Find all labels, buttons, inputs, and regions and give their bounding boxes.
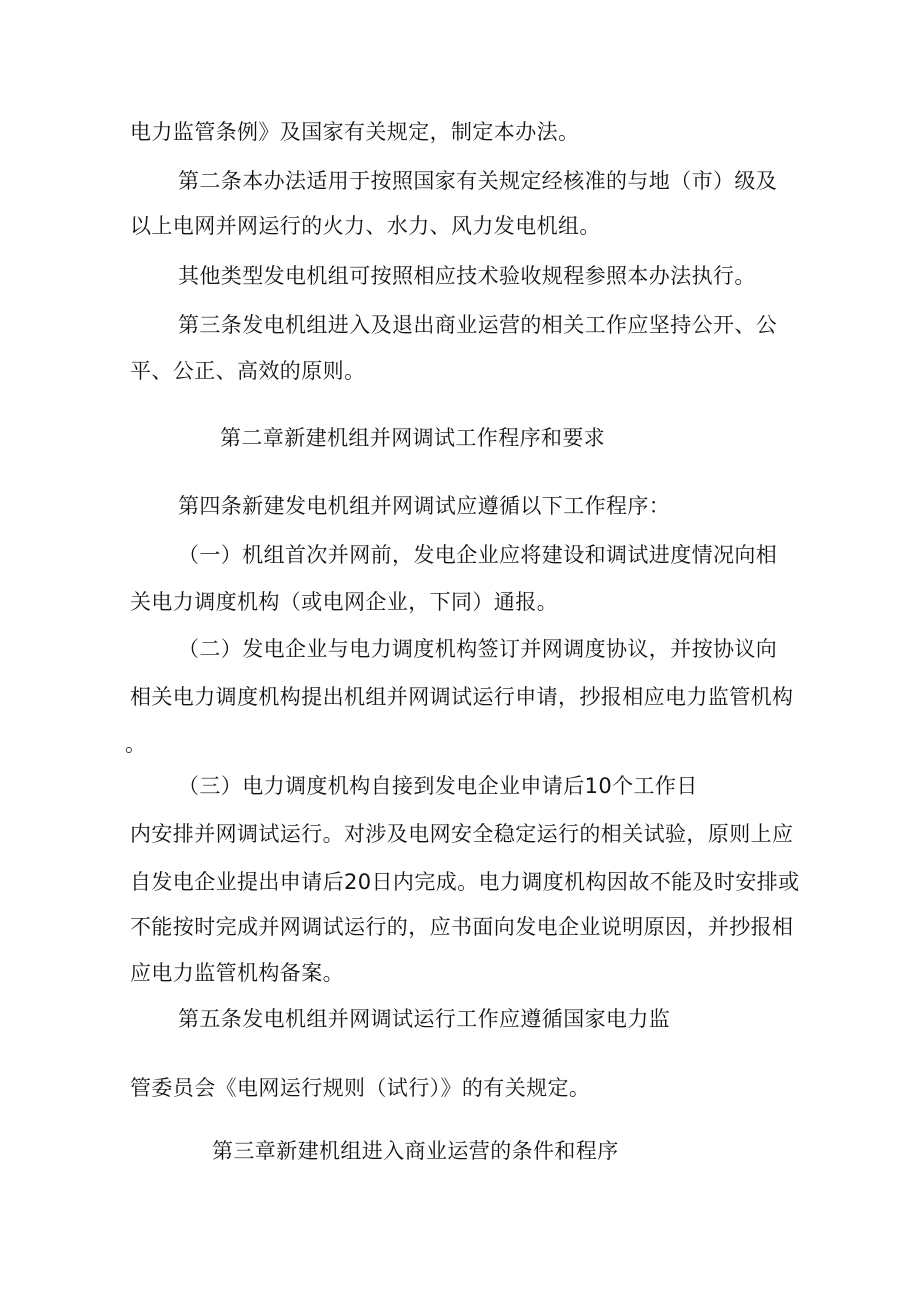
chapter-heading: 第三章新建机组进入商业运营的条件和程序	[212, 1139, 619, 1163]
text-line: 电力监管条例》及国家有关规定，制定本办法。	[130, 120, 580, 144]
text-line: （三）电力调度机构自接到发电企业申请后10个工作日	[178, 774, 698, 798]
text-line: 第二条本办法适用于按照国家有关规定经核准的与地（市）级及	[178, 169, 778, 193]
chapter-heading: 第二章新建机组并网调试工作程序和要求	[220, 426, 606, 450]
text-line: 应电力监管机构备案。	[130, 961, 344, 985]
text-line: 管委员会《电网运行规则（试行）》的有关规定。	[130, 1076, 591, 1100]
text-line: 第三条发电机组进入及退出商业运营的相关工作应坚持公开、公	[178, 313, 778, 337]
text-line: 关电力调度机构（或电网企业，下同）通报。	[130, 590, 558, 614]
text-line: （二）发电企业与电力调度机构签订并网调度协议，并按协议向	[178, 637, 778, 661]
text-line: 内安排并网调试运行。对涉及电网安全稳定运行的相关试验，原则上应	[130, 822, 794, 846]
text-line: 自发电企业提出申请后20日内完成。电力调度机构因故不能及时安排或	[130, 870, 800, 894]
text-line: 不能按时完成并网调试运行的，应书面向发电企业说明原因，并抄报相	[130, 915, 794, 939]
text-line: 。	[125, 732, 147, 756]
text-line: 平、公正、高效的原则。	[130, 359, 366, 383]
text-line: （一）机组首次并网前，发电企业应将建设和调试进度情况向相	[178, 543, 778, 567]
text-line: 其他类型发电机组可按照相应技术验收规程参照本办法执行。	[178, 264, 756, 288]
text-line: 第四条新建发电机组并网调试应遵循以下工作程序：	[178, 494, 671, 518]
text-line: 第五条发电机组并网调试运行工作应遵循国家电力监	[178, 1007, 671, 1031]
text-line: 相关电力调度机构提出机组并网调试运行申请，抄报相应电力监管机构	[130, 685, 794, 709]
text-line: 以上电网并网运行的火力、水力、风力发电机组。	[130, 214, 601, 238]
